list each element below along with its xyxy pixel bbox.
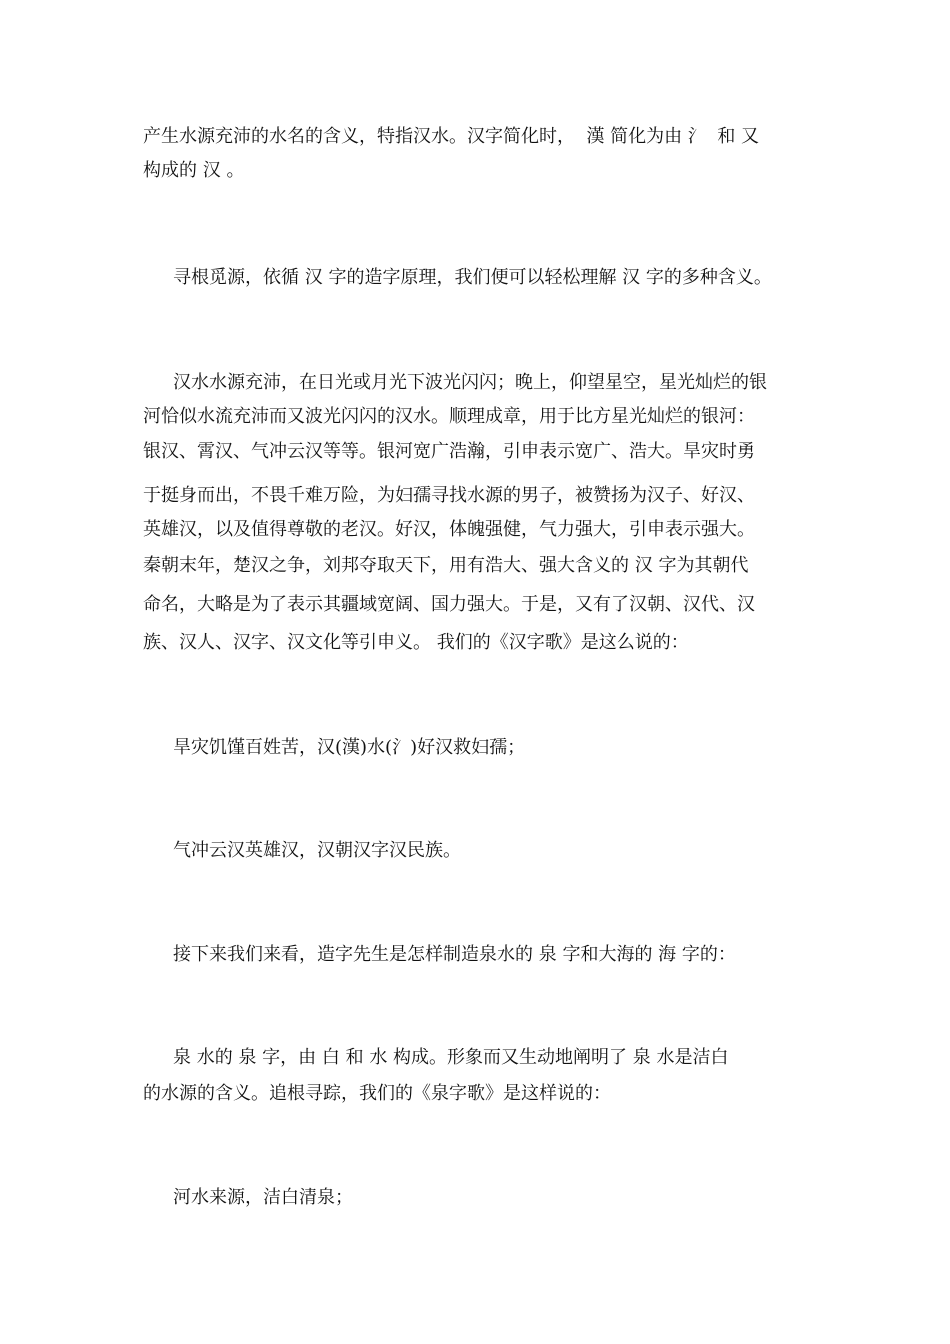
text-line: 银汉、霄汉、气冲云汉等等。银河宽广浩瀚，引申表示宽广、浩大。旱灾时勇: [143, 441, 755, 462]
text-line: 于挺身而出，不畏千难万险，为妇孺寻找水源的男子，被赞扬为汉子、好汉、: [143, 485, 755, 506]
text-line: 英雄汉，以及值得尊敬的老汉。好汉，体魄强健，气力强大，引申表示强大。: [143, 519, 755, 540]
text-line: 的水源的含义。追根寻踪，我们的《泉字歌》是这样说的：: [143, 1083, 611, 1104]
text-line: 河恰似水流充沛而又波光闪闪的汉水。顺理成章，用于比方星光灿烂的银河：: [143, 406, 755, 427]
text-line: 泉 水的 泉 字，由 白 和 水 构成。形象而又生动地阐明了 泉 水是洁白: [173, 1047, 729, 1068]
text-line: 汉水水源充沛，在日光或月光下波光闪闪；晚上，仰望星空，星光灿烂的银: [173, 372, 767, 393]
text-line: 构成的 汉 。: [143, 160, 245, 181]
text-line: 秦朝末年，楚汉之争，刘邦夺取天下，用有浩大、强大含义的 汉 字为其朝代: [143, 555, 749, 576]
text-line: 寻根觅源，依循 汉 字的造字原理，我们便可以轻松理解 汉 字的多种含义。: [173, 267, 772, 288]
text-line: 命名，大略是为了表示其疆域宽阔、国力强大。于是，又有了汉朝、汉代、汉: [143, 594, 755, 615]
text-line: 旱灾饥馑百姓苦，汉(漢)水(氵)好汉救妇孺；: [173, 737, 526, 758]
text-line: 产生水源充沛的水名的含义，特指汉水。汉字简化时， 漢 简化为由 氵 和 又: [143, 126, 760, 147]
text-line: 族、汉人、汉字、汉文化等引申义。 我们的《汉字歌》是这么说的：: [143, 632, 689, 653]
text-line: 接下来我们来看，造字先生是怎样制造泉水的 泉 字和大海的 海 字的：: [173, 944, 736, 965]
text-line: 河水来源，洁白清泉；: [173, 1187, 353, 1208]
text-line: 气冲云汉英雄汉，汉朝汉字汉民族。: [173, 840, 461, 861]
